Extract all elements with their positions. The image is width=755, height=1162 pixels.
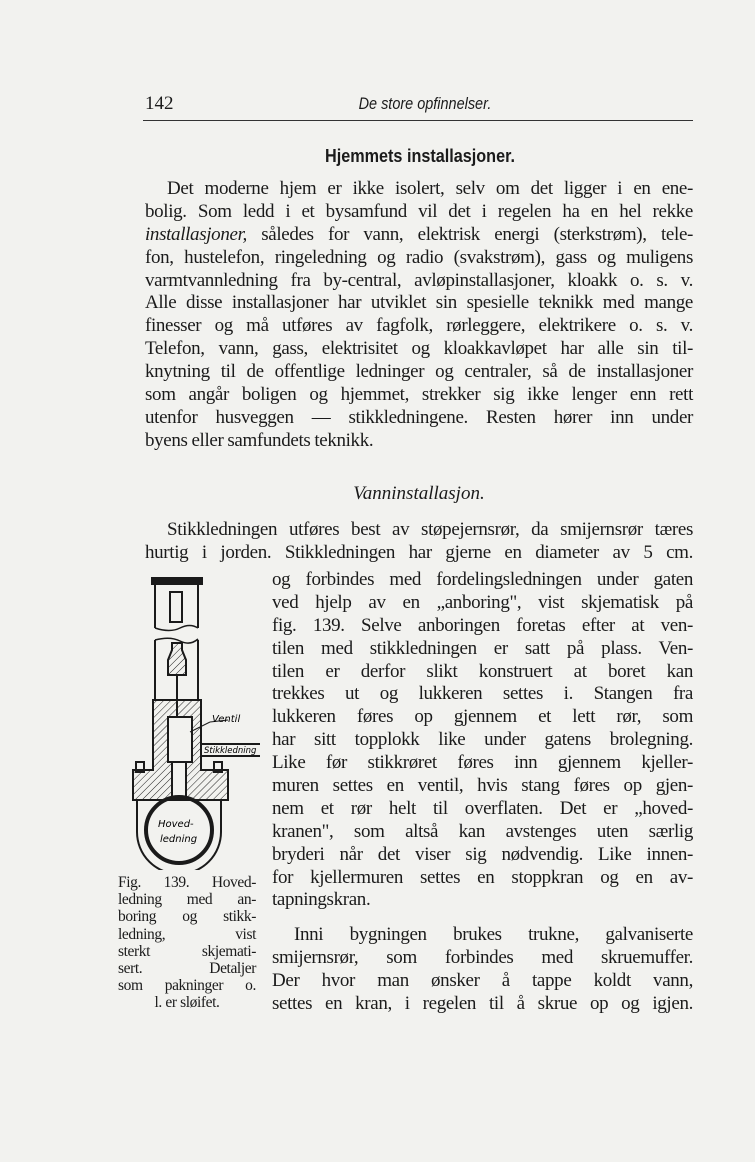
caption-line: som pakninger o. bbox=[118, 977, 256, 995]
text-line: nem et rør helt til overflaten. Det er „hoved- bbox=[272, 797, 693, 819]
text-line: muren settes en ventil, hvis stang føres op gjen- bbox=[272, 775, 693, 797]
text-line: for kjellermuren settes en stoppkran og en av- bbox=[272, 866, 693, 888]
text-line: og forbindes med fordelingsledningen under gaten bbox=[272, 569, 693, 590]
paragraph-intro bbox=[145, 178, 693, 453]
text-line: bolig. Som ledd i et bysamfund vil det i regelen ha en hel rekke bbox=[145, 200, 693, 222]
text-line: Der hvor man ønsker å tappe koldt vann, bbox=[272, 969, 693, 991]
text-line: tilen er derfor slikt konstruert at boret kan bbox=[272, 660, 693, 682]
paragraph-water-column bbox=[272, 569, 693, 912]
text-line: Like før stikkrøret føres inn gjennem kjeller- bbox=[272, 752, 693, 774]
text-line: Inni bygningen brukes trukne, galvaniserte bbox=[294, 924, 693, 945]
text-line: knytning til de offentlige ledninger og centraler, så de installasjoner bbox=[145, 361, 693, 383]
text-line: ved hjelp av en „anboring", vist skjematisk på bbox=[272, 591, 693, 613]
italic-term: installasjoner, bbox=[145, 223, 247, 245]
text-line: Telefon, vann, gass, elektrisitet og kloakkavløpet har alle sin til- bbox=[145, 338, 693, 360]
text-line: tapningskran. bbox=[272, 889, 371, 911]
text-line: finesser og må utføres av fagfolk, rørleggere, elektrikere o. s. v. bbox=[145, 315, 693, 337]
caption-line: Fig. 139. Hoved- bbox=[118, 874, 256, 891]
caption-line: boring og stikk- bbox=[118, 908, 256, 926]
section-heading: Hjemmets installasjoner. bbox=[325, 146, 515, 166]
text-line: Alle disse installasjoner har utviklet sin spesielle teknikk med mange bbox=[145, 292, 693, 314]
label-main-1: Hoved- bbox=[158, 819, 194, 830]
header-rule bbox=[143, 120, 693, 121]
label-service-pipe: Stikkledning bbox=[204, 746, 257, 756]
text-line: byens eller samfundets teknikk. bbox=[145, 429, 374, 451]
text-line: bryderi når det viser sig nødvendig. Like innen- bbox=[272, 843, 693, 865]
text-line-rest: således for vann, elektrisk energi (sterkstrøm), tele- bbox=[246, 223, 693, 245]
text-line: som angår boligen og hjemmet, strekker sig ikke lenger enn rett bbox=[145, 384, 693, 406]
text-line: varmtvannledning fra by-central, avløpinstallasjoner, kloakk o. s. v. bbox=[145, 269, 693, 291]
figure-139-tapping-diagram bbox=[110, 570, 270, 870]
text-line: Stikkledningen utføres best av støpejernsrør, da smijernsrør tæres bbox=[167, 519, 693, 540]
label-main-2: ledning bbox=[160, 834, 198, 845]
caption-line: sterkt skjemati- bbox=[118, 942, 256, 960]
subheading: Vanninstallasjon. bbox=[353, 483, 485, 504]
text-line: trekkes ut og lukkeren settes i. Stangen fra bbox=[272, 683, 693, 705]
text-line: har sitt topplokk like under gatens brolegning. bbox=[272, 729, 693, 751]
page-number: 142 bbox=[145, 93, 174, 114]
paragraph-indoor bbox=[272, 924, 693, 1016]
caption-line: sert. Detaljer bbox=[118, 960, 256, 978]
label-valve: Ventil bbox=[212, 714, 241, 725]
text-line: hurtig i jorden. Stikkledningen har gjerne en diameter av 5 cm. bbox=[145, 541, 693, 563]
caption-line: ledning med an- bbox=[118, 891, 256, 909]
text-line: tilen med stikkledningen er satt på plass. Ven- bbox=[272, 637, 693, 659]
text-line: settes en kran, i regelen til å skrue op og igjen. bbox=[272, 992, 693, 1014]
caption-line: l. er sløifet. bbox=[154, 994, 220, 1012]
figure-caption bbox=[118, 874, 256, 1012]
text-line: lukkeren føres op gjennem et lett rør, som bbox=[272, 706, 693, 728]
running-title: De store opfinnelser. bbox=[358, 94, 492, 113]
text-line bbox=[145, 224, 693, 247]
text-line: utenfor husveggen — stikkledningene. Resten hører inn under bbox=[145, 406, 693, 428]
text-line: fig. 139. Selve anboringen foretas efter at ven- bbox=[272, 614, 693, 636]
text-line: smijernsrør, som forbindes med skruemuffer. bbox=[272, 946, 693, 968]
text-line: Det moderne hjem er ikke isolert, selv om det ligger i en ene- bbox=[167, 178, 693, 199]
caption-line: ledning, vist bbox=[118, 925, 256, 943]
text-line: kranen", som altså kan avstenges uten særlig bbox=[272, 820, 693, 842]
text-line: fon, hustelefon, ringeledning og radio (svakstrøm), gass og muligens bbox=[145, 246, 693, 268]
paragraph-water-full bbox=[145, 519, 693, 565]
